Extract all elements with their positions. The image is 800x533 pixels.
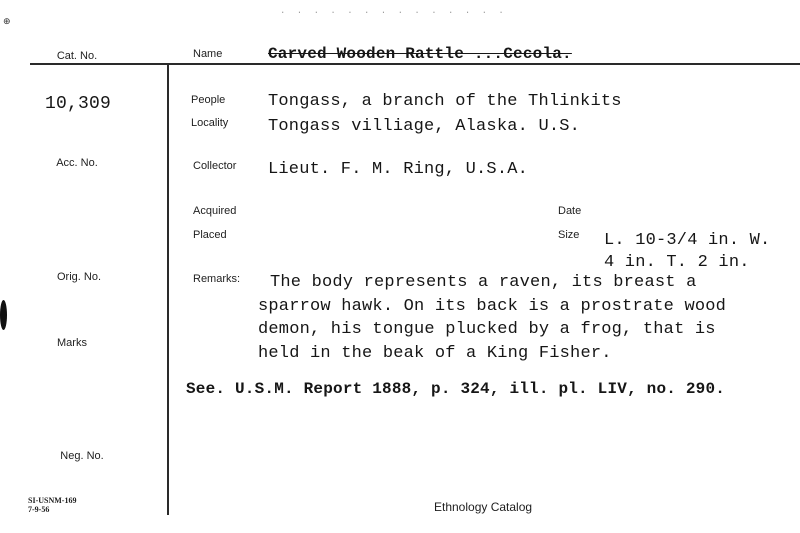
size-value-line1: L. 10-3/4 in. W. [604, 231, 771, 250]
orig-no-label: Orig. No. [56, 271, 101, 283]
catalog-title: Ethnology Catalog [434, 500, 533, 514]
faint-header-text: · · · · · · · · · · · · · · [280, 8, 507, 18]
marks-label: Marks [57, 337, 87, 349]
cat-no-value: 10,309 [45, 94, 112, 114]
form-date: 7-9-56 [28, 505, 50, 514]
size-label: Size [558, 229, 580, 241]
people-label: People [191, 94, 226, 106]
remarks-label: Remarks: [193, 273, 241, 285]
collector-label: Collector [193, 160, 237, 172]
remarks-line-1: The body represents a raven, its breast a [270, 273, 697, 292]
people-value: Tongass, a branch of the Thlinkits [268, 92, 622, 111]
form-id: SI-USNM-169 [28, 496, 77, 505]
ink-blot [0, 300, 7, 330]
locality-label: Locality [191, 117, 229, 129]
collector-value: Lieut. F. M. Ring, U.S.A. [268, 160, 529, 179]
name-label: Name [193, 48, 223, 60]
remarks-line-3: demon, his tongue plucked by a frog, that is [258, 320, 716, 339]
corner-mark: ⊕ [3, 17, 11, 27]
acc-no-label: Acc. No. [56, 157, 98, 169]
header-rule [30, 63, 800, 65]
reference-line: See. U.S.M. Report 1888, p. 324, ill. pl. LIV, no. 290. [186, 380, 726, 398]
remarks-line-2: sparrow hawk. On its back is a prostrate wood [258, 297, 727, 316]
remarks-line-4: held in the beak of a King Fisher. [258, 344, 612, 363]
placed-label: Placed [193, 229, 227, 241]
size-value-line2: 4 in. T. 2 in. [604, 253, 750, 272]
acquired-label: Acquired [193, 205, 237, 217]
date-label: Date [558, 205, 582, 217]
neg-no-label: Neg. No. [60, 450, 104, 462]
locality-value: Tongass villiage, Alaska. U.S. [268, 117, 581, 136]
column-divider [167, 63, 169, 515]
name-value: Carved Wooden Rattle ...Cecola. [268, 45, 572, 63]
cat-no-label: Cat. No. [56, 50, 98, 62]
